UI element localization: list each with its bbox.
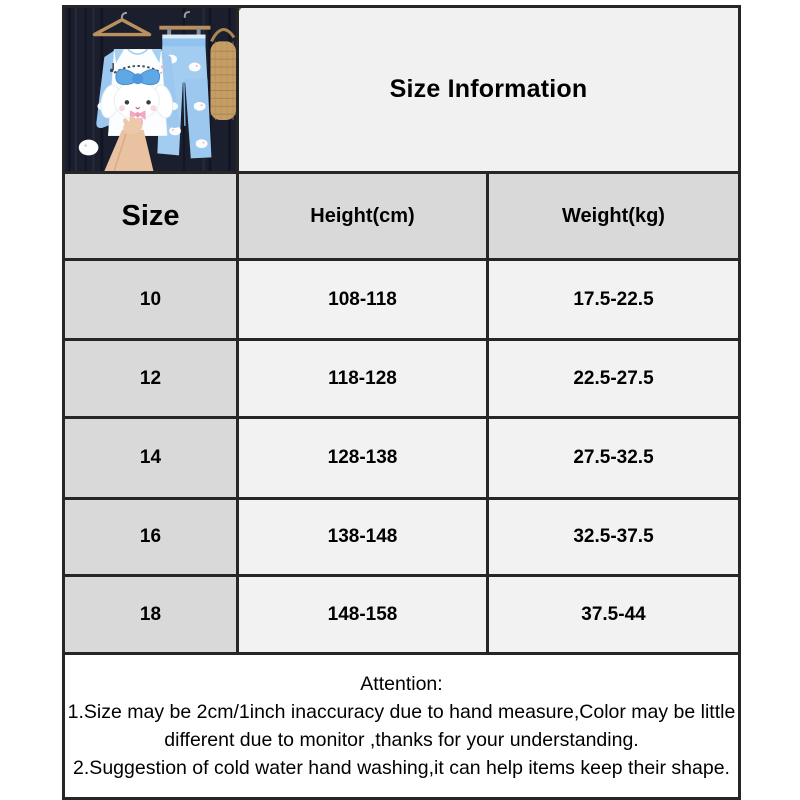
size-table [62, 5, 741, 800]
column-header-size: Size [64, 173, 238, 260]
header-row [64, 7, 740, 173]
table-row [64, 499, 740, 576]
cartoon-print-corner [79, 140, 99, 156]
size-cell: 18 [64, 576, 238, 654]
attention-box [64, 654, 740, 799]
weight-cell: 32.5-37.5 [488, 499, 740, 576]
height-cell: 118-128 [238, 340, 488, 418]
column-header-row [64, 173, 740, 260]
weight-cell: 37.5-44 [488, 576, 740, 654]
attention-note-1: 1.Size may be 2cm/1inch inaccuracy due to hand measure,Color may be little different due to monitor ,thanks for your understanding. [67, 701, 736, 752]
weight-cell: 22.5-27.5 [488, 340, 740, 418]
weight-cell: 17.5-22.5 [488, 260, 740, 340]
attention-heading: Attention: [360, 673, 443, 696]
column-header-weight: Weight(kg) [488, 173, 740, 260]
height-cell: 138-148 [238, 499, 488, 576]
height-cell: 148-158 [238, 576, 488, 654]
height-cell: 108-118 [238, 260, 488, 340]
table-row [64, 576, 740, 654]
page-title: Size Information [389, 75, 588, 104]
size-information-title-cell [238, 7, 740, 173]
pajama-set-photo [65, 8, 236, 171]
size-cell: 16 [64, 499, 238, 576]
product-photo-cell [64, 7, 238, 173]
table-row [64, 340, 740, 418]
weight-cell: 27.5-32.5 [488, 418, 740, 499]
size-cell: 10 [64, 260, 238, 340]
attention-row [64, 654, 740, 799]
height-cell: 128-138 [238, 418, 488, 499]
table-row [64, 418, 740, 499]
table-row [64, 260, 740, 340]
size-cell: 12 [64, 340, 238, 418]
green-corner-marker-icon [238, 7, 249, 13]
column-header-height: Height(cm) [238, 173, 488, 260]
size-cell: 14 [64, 418, 238, 499]
attention-note-2: 2.Suggestion of cold water hand washing,it can help items keep their shape. [73, 757, 730, 780]
